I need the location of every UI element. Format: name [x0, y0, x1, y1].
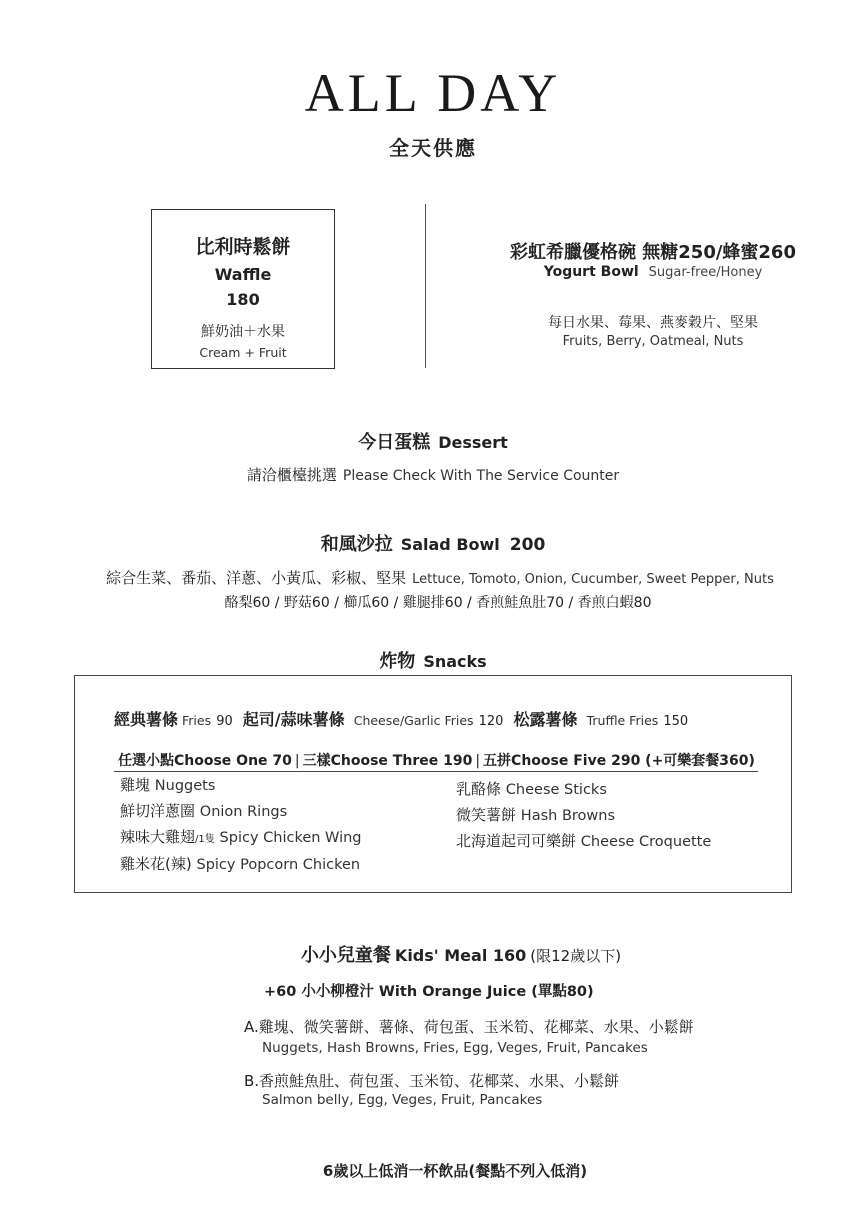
- salad-ingredients: [0, 567, 866, 588]
- yogurt-name-en: Yogurt Bowl: [543, 264, 639, 280]
- fries-item-zh: 經典薯條: [114, 710, 179, 729]
- snack-item-zh: 微笑薯餅: [456, 806, 517, 824]
- yogurt-title: 彩虹希臘優格碗 無糖250/蜂蜜260: [510, 242, 796, 263]
- waffle-price: 180: [226, 290, 260, 309]
- snack-item-zh: 鮮切洋蔥圈: [120, 802, 196, 820]
- yogurt-desc-en: Fruits, Berry, Oatmeal, Nuts: [562, 334, 744, 349]
- salad-addons: 酪梨60 / 野菇60 / 櫛瓜60 / 雞腿排60 / 香煎鮭魚肚70 / 香煎白蝦80: [224, 595, 652, 611]
- kids-age-note: (限12歲以下): [530, 947, 622, 965]
- snack-item: [456, 829, 711, 855]
- dessert-title-en: Dessert: [438, 433, 508, 452]
- snack-item-zh: 雞塊: [120, 776, 151, 794]
- yogurt-desc-zh: 每日水果、莓果、燕麥穀片、堅果: [548, 315, 758, 331]
- snack-item-en: Cheese Croquette: [580, 834, 712, 850]
- combo-option: 三樣Choose Three 190: [302, 753, 473, 769]
- snack-item: [120, 799, 362, 825]
- dessert-title-zh: 今日蛋糕: [358, 432, 431, 453]
- kids-option-b-en: Salmon belly, Egg, Veges, Fruit, Pancakes: [262, 1092, 543, 1108]
- snack-item-en: Spicy Popcorn Chicken: [196, 857, 361, 873]
- snack-item-en: Nuggets: [154, 778, 216, 794]
- salad-price: 200: [509, 535, 546, 555]
- snack-item: [120, 773, 362, 799]
- waffle-desc-en: Cream + Fruit: [199, 345, 287, 360]
- fries-item-zh: 松露薯條: [513, 710, 578, 729]
- snack-item: [456, 777, 711, 803]
- salad-ingredients-en: Lettuce, Tomoto, Onion, Cucumber, Sweet Pepper, Nuts: [412, 572, 774, 587]
- snack-item-unit: /1隻: [195, 834, 215, 845]
- snack-list-left: [120, 773, 362, 878]
- snack-item: [120, 852, 362, 878]
- salad-title-zh: 和風沙拉: [320, 534, 393, 555]
- footer-note: 6歲以上低消一杯飲品(餐點不列入低消): [322, 1162, 588, 1180]
- snack-item-zh: 雞米花(辣): [120, 855, 192, 873]
- waffle-name-en: Waffle: [214, 265, 272, 284]
- waffle-desc-zh: 鮮奶油＋水果: [201, 324, 285, 340]
- kids-option-a-zh: A.雞塊、微笑薯餅、薯條、荷包蛋、玉米筍、花椰菜、水果、小鬆餅: [244, 1018, 694, 1036]
- fries-item-zh: 起司/蒜味薯條: [242, 710, 345, 729]
- dessert-note: [0, 464, 866, 485]
- snack-item-en: Cheese Sticks: [505, 782, 607, 798]
- salad-title: [0, 530, 866, 556]
- kids-title-en: Kids' Meal 160: [394, 946, 527, 965]
- fries-item-en: Cheese/Garlic Fries: [353, 713, 474, 728]
- kids-option-a-en: Nuggets, Hash Browns, Fries, Egg, Veges, Fruit, Pancakes: [262, 1040, 648, 1056]
- waffle-name-zh: 比利時鬆餅: [195, 236, 291, 258]
- snack-item-en: Spicy Chicken Wing: [219, 830, 362, 846]
- snacks-title: [0, 647, 866, 673]
- salad-title-en: Salad Bowl: [400, 535, 500, 554]
- fries-line: [114, 707, 698, 730]
- kids-title-zh: 小小兒童餐: [300, 945, 391, 966]
- dessert-title: [0, 428, 866, 454]
- dessert-note-zh: 請洽櫃檯挑選: [246, 466, 337, 484]
- snack-item: [120, 825, 362, 852]
- combo-line: [118, 750, 755, 770]
- yogurt-subtitle: [430, 264, 866, 280]
- salad-ingredients-zh: 綜合生菜、番茄、洋蔥、小黃瓜、彩椒、堅果: [106, 569, 407, 587]
- yogurt-note-en: Sugar-free/Honey: [648, 265, 763, 280]
- snack-item-zh: 乳酪條: [456, 780, 502, 798]
- fries-item-en: Fries: [182, 713, 212, 728]
- dessert-note-en: Please Check With The Service Counter: [342, 468, 620, 484]
- fries-item-en: Truffle Fries: [586, 713, 659, 728]
- fries-item-price: 120: [478, 714, 504, 729]
- snack-item: [456, 803, 711, 829]
- page-subtitle: 全天供應: [389, 136, 477, 160]
- kids-addon: +60 小小柳橙汁 With Orange Juice (單點80): [264, 984, 594, 1000]
- snacks-title-zh: 炸物: [379, 651, 416, 672]
- combo-underline: [114, 771, 758, 772]
- snack-item-zh: 辣味大雞翅: [120, 828, 196, 846]
- fries-item-price: 150: [663, 714, 689, 729]
- combo-option: 五拼Choose Five 290 (+可樂套餐360): [483, 753, 755, 769]
- fries-item-price: 90: [216, 714, 233, 729]
- combo-separator: |: [294, 753, 300, 769]
- vertical-divider: [425, 204, 426, 368]
- kids-title: [0, 941, 866, 967]
- kids-option-b-zh: B.香煎鮭魚肚、荷包蛋、玉米筍、花椰菜、水果、小鬆餅: [244, 1072, 620, 1090]
- combo-separator: |: [475, 753, 481, 769]
- snacks-title-en: Snacks: [423, 652, 487, 671]
- page-title: ALL DAY: [304, 63, 562, 123]
- waffle-card: [151, 209, 335, 369]
- snack-item-en: Hash Browns: [520, 808, 616, 824]
- snack-item-zh: 北海道起司可樂餅: [456, 832, 577, 850]
- snack-list-right: [456, 777, 711, 855]
- combo-option: 任選小點Choose One 70: [118, 753, 292, 769]
- snack-item-en: Onion Rings: [199, 804, 288, 820]
